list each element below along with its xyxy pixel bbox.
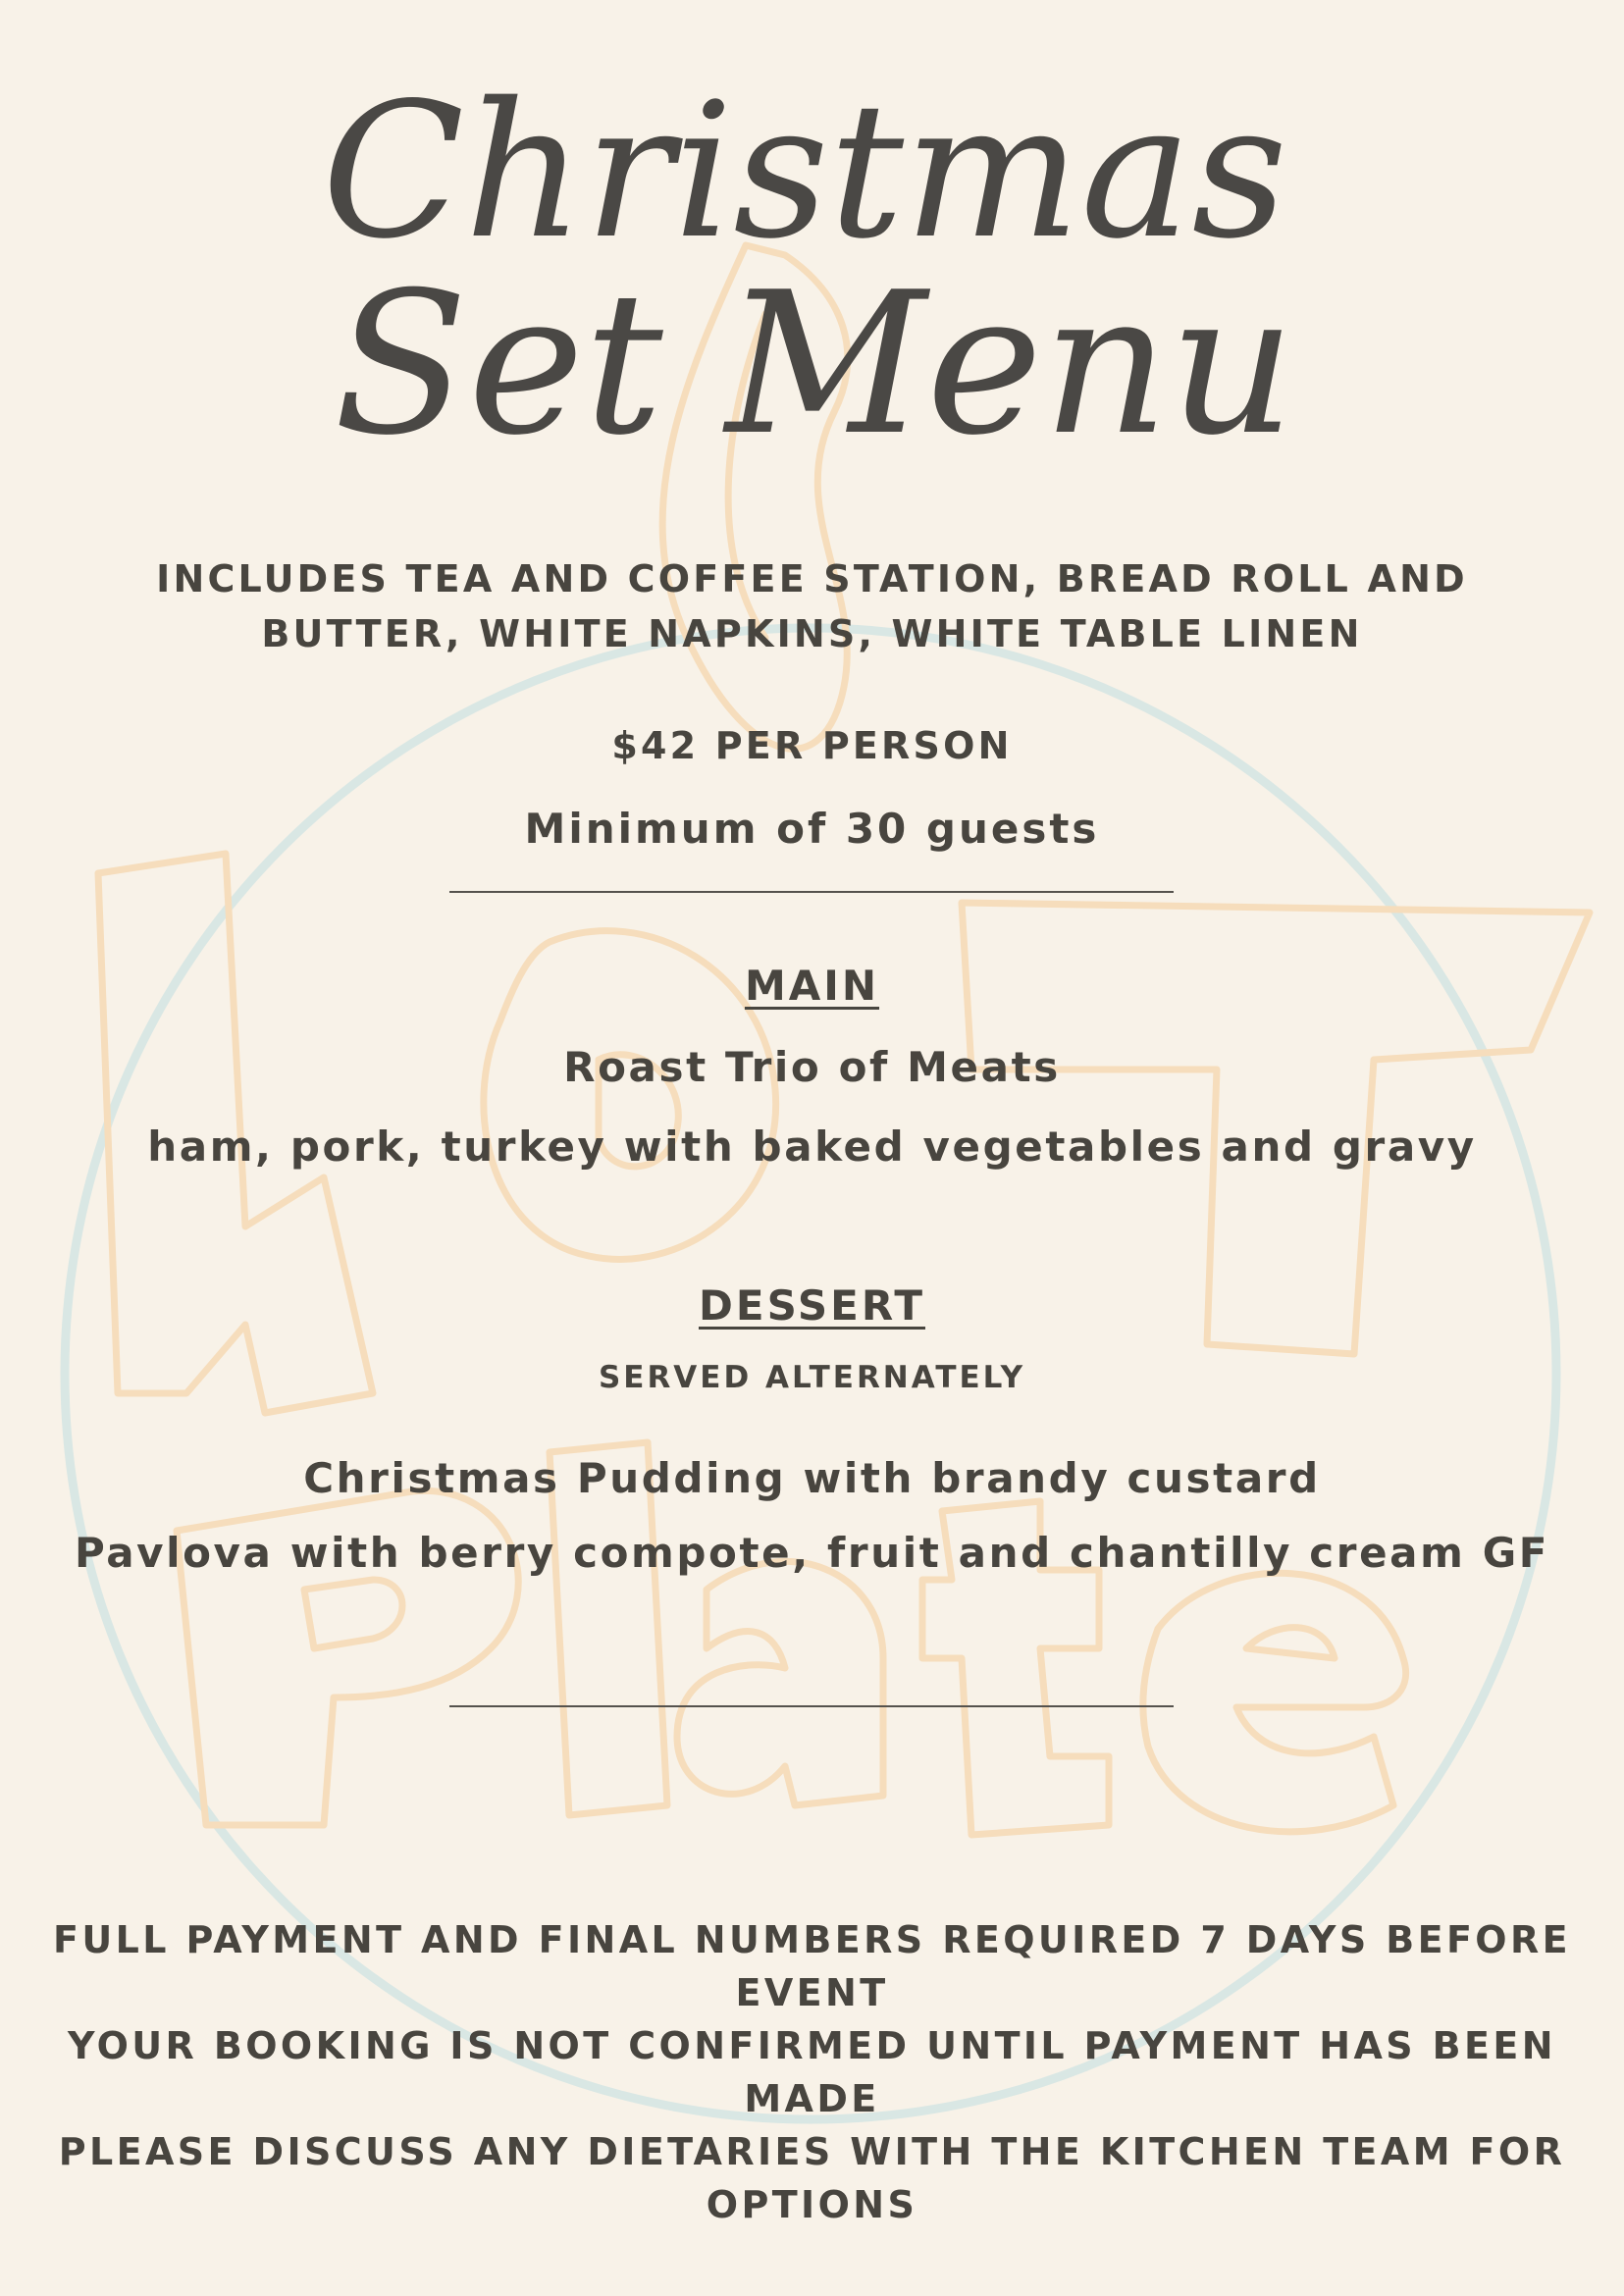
title-line2: Set Menu [333,250,1296,479]
main-dish-description: ham, pork, turkey with baked vegetables and gravy [147,1122,1477,1171]
footer-line: YOUR BOOKING IS NOT CONFIRMED UNTIL PAYMENT HAS BEEN MADE [68,2024,1556,2120]
dessert-item: Christmas Pudding with brandy custard [303,1454,1321,1502]
includes-line: INCLUDES TEA AND COFFEE STATION, BREAD ROLL AND [156,557,1468,600]
footer-terms [0,1913,1624,2231]
menu-title [0,49,1624,500]
title-line1: Christmas [321,63,1288,280]
footer-line: FULL PAYMENT AND FINAL NUMBERS REQUIRED 7 DAYS BEFORE EVENT [52,1918,1572,2014]
dessert-heading: DESSERT [699,1281,925,1330]
main-dish: Roast Trio of Meats [563,1043,1061,1091]
divider [449,891,1174,893]
includes-text [0,551,1624,661]
price-text: $42 PER PERSON [611,724,1013,767]
includes-line: BUTTER, WHITE NAPKINS, WHITE TABLE LINEN [261,612,1363,655]
divider [449,1705,1174,1707]
dessert-item: Pavlova with berry compote, fruit and chantilly cream GF [74,1529,1550,1577]
minimum-guests-text: Minimum of 30 guests [524,805,1100,853]
footer-line: PLEASE DISCUSS ANY DIETARIES WITH THE KITCHEN TEAM FOR OPTIONS [58,2130,1566,2226]
main-heading: MAIN [744,962,880,1010]
dessert-note: SERVED ALTERNATELY [598,1360,1026,1395]
